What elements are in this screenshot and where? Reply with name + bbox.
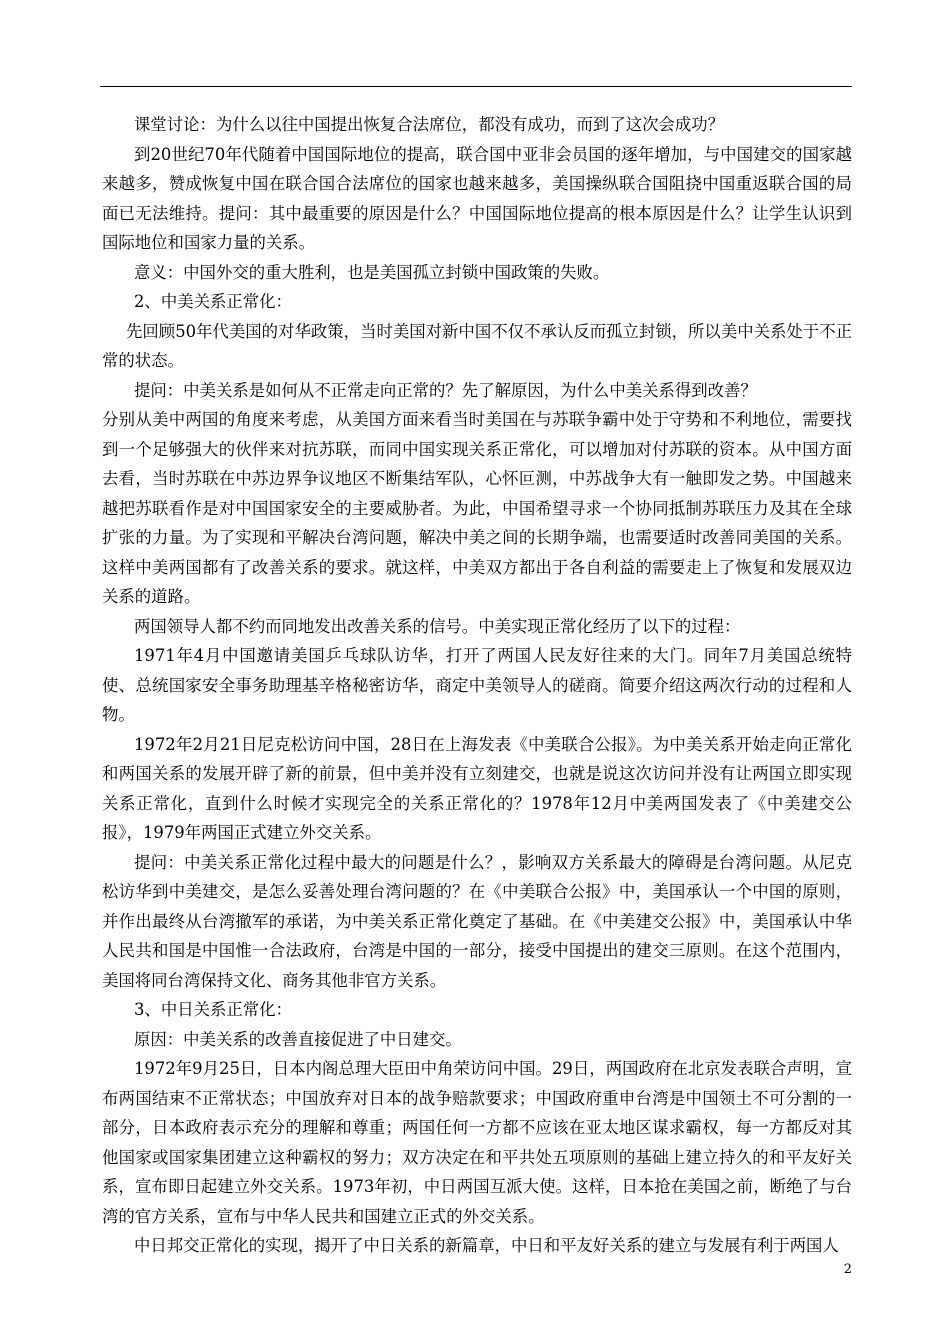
section-heading-sino-japan: 3、中日关系正常化： [134,1000,292,1019]
paragraph-taiwan-question: 提问：中美关系正常化过程中最大的问题是什么？，影响双方关系最大的障碍是台湾问题。从尼克松访华到中美建交，是怎么妥善处理台湾问题的？在《中美联合公报》中，美国承认一个中国的原则，并作出最终从台湾撤军的承诺，为中美关系正常化奠定了基础。在《中美建交公报》中，美国承认中华人民共和国是中国惟一合法政府，台湾是中国的一部分，接受中国提出的建交三原则。在这个范围内，美国将同台湾保持文化、商务其他非官方关系。 [102,852,852,990]
header-rule [100,86,852,87]
section-heading-sino-us: 2、中美关系正常化： [134,292,292,311]
document-body [102,110,852,1261]
paragraph-normalization-outcome: 中日邦交正常化的实现，揭开了中日关系的新篇章，中日和平友好关系的建立与发展有利于两国人 [134,1236,839,1255]
paragraph-us-policy-review: 先回顾50年代美国的对华政策，当时美国对新中国不仅不承认反而孤立封锁，所以美中关系处于不正常的状态。 [102,321,852,370]
paragraph-1972-tanaka-visit: 1972年9月25日，日本内阁总理大臣田中角荣访问中国。29日，两国政府在北京发表联合声明，宣布两国结束不正常状态；中国放弃对日本的战争赔款要求；中国政府重申台湾是中国领土不可分割的一部分，日本政府表示充分的理解和尊重；两国任何一方都不应该在亚太地区谋求霸权，每一方都反对其他国家或国家集团建立这种霸权的努力；双方决定在和平共处五项原则的基础上建立持久的和平友好关系，宣布即日起建立外交关系。1973年初，中日两国互派大使。这样，日本抢在美国之前，断绝了与台湾的官方关系，宣布与中华人民共和国建立正式的外交关系。 [102,1059,852,1226]
paragraph-sino-japan-reason: 原因：中美关系的改善直接促进了中日建交。 [134,1029,462,1049]
page-number: 2 [843,1262,852,1277]
paragraph-question-sino-us: 提问：中美关系是如何从不正常走向正常的？先了解原因，为什么中美关系得到改善？ [134,380,757,400]
paragraph-class-discussion: 课堂讨论：为什么以往中国提出恢复合法席位，都没有成功，而到了这次会成功？ [134,115,725,134]
paragraph-un-seat-background: 到20世纪70年代随着中国国际地位的提高，联合国中亚非会员国的逐年增加，与中国建交的国家越来越多，赞成恢复中国在联合国合法席位的国家也越来越多，美国操纵联合国阻挠中国重返联合国的局面已无法维持。提问：其中最重要的原因是什么？中国国际地位提高的根本原因是什么？让学生认识到国际地位和国家力量的关系。 [102,144,852,252]
paragraph-1972-nixon-visit: 1972年2月21日尼克松访问中国，28日在上海发表《中美联合公报》。为中美关系开始走向正常化和两国关系的发展开辟了新的前景，但中美并没有立刻建交，也就是说这次访问并没有让两国立即实现关系正常化，直到什么时候才实现完全的关系正常化的？1978年12月中美两国发表了《中美建交公报》，1979年两国正式建立外交关系。 [102,734,852,842]
paragraph-1971-events: 1971年4月中国邀请美国乒乓球队访华，打开了两国人民友好往来的大门。同年7月美国总统特使、总统国家安全事务助理基辛格秘密访华，商定中美领导人的磋商。简要介绍这两次行动的过程和人物。 [102,646,852,724]
paragraph-signals: 两国领导人都不约而同地发出改善关系的信号。中美实现正常化经历了以下的过程： [134,616,741,636]
paragraph-significance: 意义：中国外交的重大胜利，也是美国孤立封锁中国政策的失败。 [134,262,610,282]
paragraph-reasons-analysis: 分别从美中两国的角度来考虑，从美国方面来看当时美国在与苏联争霸中处于守势和不利地位，需要找到一个足够强大的伙伴来对抗苏联，而同中国实现关系正常化，可以增加对付苏联的资本。从中国方面去看，当时苏联在中苏边界争议地区不断集结军队，心怀叵测，中苏战争大有一触即发之势。中国越来越把苏联看作是对中国国家安全的主要威胁者。为此，中国希望寻求一个协同抵制苏联压力及其在全球扩张的力量。为了实现和平解决台湾问题，解决中美之间的长期争端，也需要适时改善同美国的关系。这样中美两国都有了改善关系的要求。就这样，中美双方都出于各自利益的需要走上了恢复和发展双边关系的道路。 [102,410,852,606]
